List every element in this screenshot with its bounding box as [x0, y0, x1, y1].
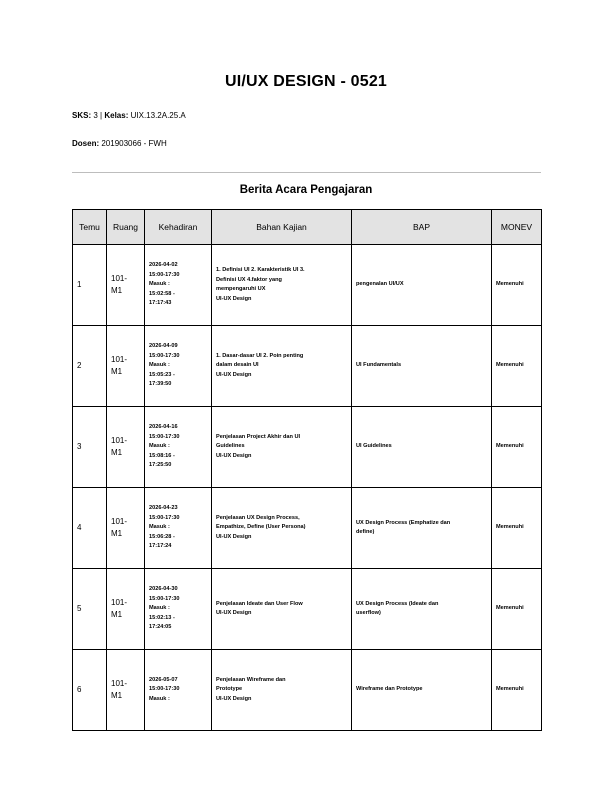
header-temu: Temu — [73, 210, 107, 245]
lecturer-meta — [72, 139, 167, 148]
cell-kehadiran-line: Masuk : — [149, 281, 170, 288]
cell-monev: Memenuhi — [492, 326, 542, 407]
cell-ruang — [107, 407, 145, 488]
sks-label: SKS: — [72, 111, 92, 120]
cell-bahan-kajian-line: UI-UX Design — [216, 371, 252, 378]
cell-bahan-kajian-line: Penjelasan Project Akhir dan UI — [216, 433, 301, 440]
cell-bahan-kajian-line: Penjelasan Ideate dan User Flow — [216, 600, 303, 607]
cell-kehadiran-line: 15:00-17:30 — [149, 686, 180, 693]
teaching-log-table — [72, 209, 542, 731]
cell-bahan-kajian-line: Penjelasan UX Design Process, — [216, 514, 300, 521]
cell-monev: Memenuhi — [492, 569, 542, 650]
cell-kehadiran-line: Masuk : — [149, 524, 170, 531]
course-meta — [72, 111, 186, 120]
cell-kehadiran-line: 17:17:43 — [149, 300, 172, 307]
cell-bahan-kajian-line: Penjelasan Wireframe dan — [216, 676, 286, 683]
cell-kehadiran-line: 15:02:13 - — [149, 614, 175, 621]
section-title: Berita Acara Pengajaran — [239, 184, 373, 196]
cell-bap-line: UI Fundamentals — [356, 362, 402, 369]
cell-ruang-line: 101- — [111, 436, 128, 446]
cell-ruang-line: M1 — [111, 691, 123, 700]
cell-bap — [352, 245, 492, 326]
cell-kehadiran-line: 15:00-17:30 — [149, 352, 180, 359]
cell-bahan-kajian-line: 1. Dasar-dasar UI 2. Poin penting — [216, 352, 304, 359]
page-title: UI/UX DESIGN - 0521 — [224, 73, 388, 90]
cell-ruang-line: 101- — [111, 355, 128, 365]
sks-value: 3 — [93, 111, 98, 120]
cell-bap-line: UI Guidelines — [356, 443, 392, 450]
table-header-row — [73, 210, 542, 245]
cell-bahan-kajian-line: Guidelines — [216, 443, 245, 450]
cell-kehadiran-line: 2026-04-30 — [149, 586, 178, 593]
cell-kehadiran-line: 2026-04-23 — [149, 505, 178, 512]
cell-kehadiran-line: 15:08:16 - — [149, 452, 175, 459]
header-bap: BAP — [352, 210, 492, 245]
cell-monev: Memenuhi — [492, 407, 542, 488]
cell-ruang-line: M1 — [111, 286, 123, 295]
cell-temu: 3 — [73, 407, 107, 488]
cell-kehadiran-line: 15:06:28 - — [149, 533, 175, 540]
cell-ruang-line: 101- — [111, 598, 128, 608]
cell-bahan-kajian-line: Prototype — [216, 686, 243, 693]
cell-bap — [352, 326, 492, 407]
cell-kehadiran — [145, 650, 212, 731]
cell-kehadiran — [145, 488, 212, 569]
cell-ruang-line: 101- — [111, 679, 128, 689]
header-ruang: Ruang — [107, 210, 145, 245]
cell-kehadiran-line: 15:00-17:30 — [149, 595, 180, 602]
cell-kehadiran-line: Masuk : — [149, 605, 170, 612]
table-row — [73, 650, 542, 731]
meta-separator: | — [100, 111, 103, 120]
cell-ruang — [107, 569, 145, 650]
cell-temu: 5 — [73, 569, 107, 650]
cell-bahan-kajian-line: UI-UX Design — [216, 295, 252, 302]
cell-kehadiran-line: 15:05:23 - — [149, 371, 175, 378]
cell-kehadiran — [145, 245, 212, 326]
cell-bahan-kajian-line: Empathize, Define (User Persona) — [216, 524, 306, 531]
cell-kehadiran-line: 15:00-17:30 — [149, 514, 180, 521]
cell-ruang-line: 101- — [111, 274, 128, 284]
dosen-value: 201903066 - FWH — [101, 139, 167, 148]
cell-bahan-kajian — [212, 650, 352, 731]
dosen-label: Dosen: — [72, 139, 100, 148]
cell-kehadiran-line: 17:24:05 — [149, 624, 172, 631]
cell-bahan-kajian — [212, 488, 352, 569]
cell-bahan-kajian — [212, 407, 352, 488]
cell-kehadiran-line: 15:00-17:30 — [149, 271, 180, 278]
cell-ruang-line: M1 — [111, 529, 123, 538]
cell-bap — [352, 650, 492, 731]
cell-bap — [352, 569, 492, 650]
cell-kehadiran-line: 17:39:50 — [149, 381, 172, 388]
cell-bap-line: UX Design Process (Emphatize dan — [356, 519, 451, 526]
cell-bahan-kajian-line: UI-UX Design — [216, 452, 252, 459]
cell-kehadiran-line: 15:00-17:30 — [149, 433, 180, 440]
cell-ruang-line: M1 — [111, 610, 123, 619]
cell-bap-line: pengenalan UI/UX — [356, 281, 404, 288]
cell-ruang — [107, 650, 145, 731]
table-row — [73, 407, 542, 488]
cell-kehadiran — [145, 569, 212, 650]
cell-temu: 2 — [73, 326, 107, 407]
cell-monev: Memenuhi — [492, 488, 542, 569]
header-kehadiran: Kehadiran — [145, 210, 212, 245]
cell-kehadiran-line: 17:17:24 — [149, 543, 172, 550]
cell-bahan-kajian-line: Definisi UX 4.faktor yang — [216, 276, 282, 283]
cell-ruang-line: M1 — [111, 448, 123, 457]
table-row — [73, 488, 542, 569]
cell-kehadiran-line: Masuk : — [149, 695, 170, 702]
cell-temu: 1 — [73, 245, 107, 326]
cell-kehadiran-line: Masuk : — [149, 443, 170, 450]
cell-bap-line: userflow) — [356, 610, 381, 616]
cell-bahan-kajian-line: UI-UX Design — [216, 533, 252, 540]
cell-kehadiran-line: 2026-04-02 — [149, 262, 178, 269]
header-bahan-kajian: Bahan Kajian — [212, 210, 352, 245]
cell-monev: Memenuhi — [492, 650, 542, 731]
divider — [72, 172, 541, 173]
cell-bahan-kajian-line: UI-UX Design — [216, 695, 252, 702]
cell-ruang-line: M1 — [111, 367, 123, 376]
cell-monev: Memenuhi — [492, 245, 542, 326]
kelas-label: Kelas: — [104, 111, 129, 120]
cell-temu: 4 — [73, 488, 107, 569]
cell-bap-line: Wireframe dan Prototype — [356, 686, 423, 693]
cell-kehadiran — [145, 407, 212, 488]
cell-kehadiran-line: 2026-04-16 — [149, 424, 178, 431]
cell-kehadiran-line: 17:25:50 — [149, 462, 172, 469]
cell-bahan-kajian-line: 1. Definisi UI 2. Karakteristik UI 3. — [216, 267, 305, 273]
table-row — [73, 245, 542, 326]
cell-bahan-kajian — [212, 245, 352, 326]
cell-kehadiran-line: Masuk : — [149, 362, 170, 369]
table-row — [73, 569, 542, 650]
cell-bap — [352, 488, 492, 569]
cell-bap — [352, 407, 492, 488]
cell-kehadiran-line: 2026-04-09 — [149, 343, 178, 350]
cell-bahan-kajian — [212, 326, 352, 407]
cell-ruang — [107, 245, 145, 326]
cell-kehadiran-line: 2026-05-07 — [149, 676, 178, 683]
cell-ruang-line: 101- — [111, 517, 128, 527]
kelas-value: UIX.13.2A.25.A — [130, 111, 186, 120]
cell-ruang — [107, 326, 145, 407]
cell-temu: 6 — [73, 650, 107, 731]
cell-bahan-kajian-line: mempengaruhi UX — [216, 286, 266, 292]
table-row — [73, 326, 542, 407]
cell-kehadiran — [145, 326, 212, 407]
cell-bap-line: UX Design Process (Ideate dan — [356, 600, 439, 607]
cell-bahan-kajian-line: UI-UX Design — [216, 610, 252, 616]
cell-bap-line: define) — [356, 529, 375, 535]
cell-kehadiran-line: 15:02:58 - — [149, 290, 175, 297]
cell-ruang — [107, 488, 145, 569]
cell-bahan-kajian — [212, 569, 352, 650]
header-monev: MONEV — [492, 210, 542, 245]
cell-bahan-kajian-line: dalam desain UI — [216, 362, 259, 369]
